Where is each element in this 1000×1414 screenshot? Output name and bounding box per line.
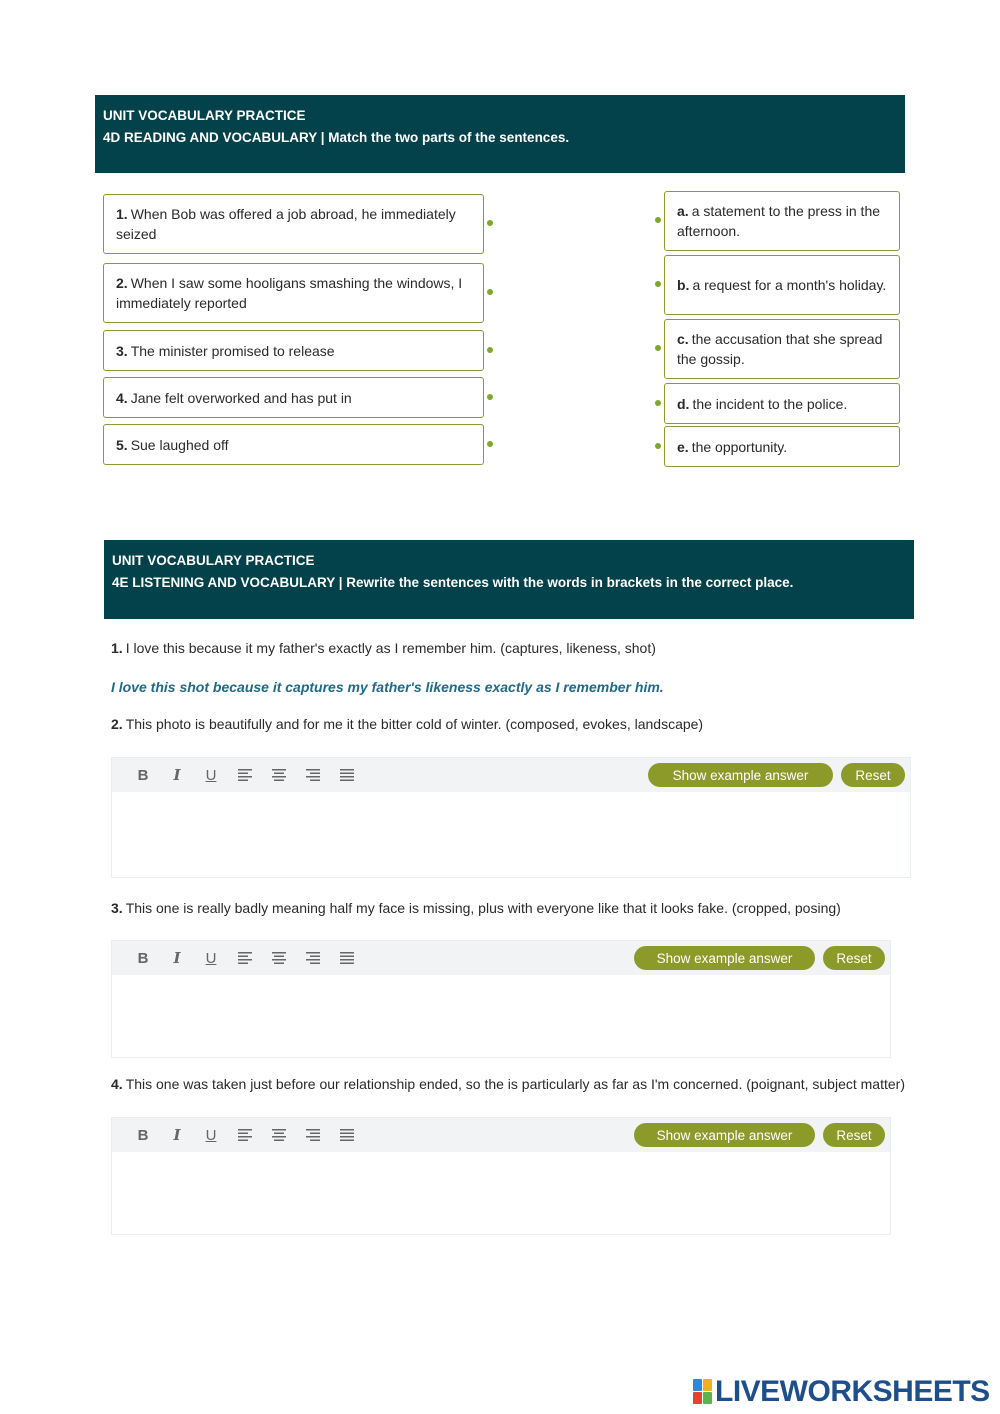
align-center-icon [271,768,287,782]
match-right-a-content: a. a statement to the press in the afternoon. [677,203,881,239]
underline-button[interactable]: U [205,949,217,967]
align-justify-button[interactable] [330,758,364,792]
align-left-button[interactable] [228,758,262,792]
question-1-example-answer: I love this shot because it captures my father's likeness exactly as I remember him. [111,679,664,695]
editor-toolbar-3 [112,941,890,975]
align-center-icon [271,1128,287,1142]
match-right-c[interactable] [664,319,900,379]
reset-button[interactable]: Reset [823,946,885,970]
underline-button[interactable]: U [205,766,217,784]
answer-editor-4 [111,1117,891,1235]
match-left-1-dot[interactable] [487,220,493,226]
section1-banner-instruction: 4D READING AND VOCABULARY | Match the two parts of the sentences. [103,130,570,145]
match-right-b-dot[interactable] [655,281,661,287]
answer-input-4[interactable] [112,1152,890,1235]
match-right-c-dot[interactable] [655,345,661,351]
match-left-5[interactable] [103,424,484,465]
question-4-text: This one was taken just before our relationship ended, so the is particularly as far as I'm concerned. (poignant, subject matter) [125,1076,905,1092]
match-left-2[interactable] [103,263,484,323]
match-right-e[interactable] [664,426,900,467]
question-1-number: 1. [111,640,123,656]
question-2-number: 2. [111,716,123,732]
align-center-button[interactable] [262,941,296,975]
match-left-3-content: 3. The minister promised to release [116,342,335,359]
bold-button[interactable]: B [137,1126,149,1144]
align-right-icon [305,768,321,782]
question-3-text: This one is really badly meaning half my face is missing, plus with everyone like that it looks fake. (cropped, posing) [125,900,841,916]
answer-editor-3 [111,940,891,1058]
answer-input-3[interactable] [112,975,890,1058]
match-right-d-dot[interactable] [655,400,661,406]
match-right-a[interactable] [664,191,900,251]
section1-banner-title: UNIT VOCABULARY PRACTICE [103,108,306,123]
match-left-4[interactable] [103,377,484,418]
match-right-c-content: c. the accusation that she spread the gossip. [677,331,883,367]
italic-button[interactable]: I [173,766,181,784]
question-2-text: This photo is beautifully and for me it the bitter cold of winter. (composed, evokes, landscape) [125,716,704,732]
reset-button[interactable]: Reset [841,763,905,787]
align-justify-button[interactable] [330,941,364,975]
align-left-button[interactable] [228,941,262,975]
show-example-answer-button[interactable]: Show example answer [634,1123,815,1147]
section2-banner-title: UNIT VOCABULARY PRACTICE [112,553,315,568]
match-left-3-dot[interactable] [487,347,493,353]
question-1-text: I love this because it my father's exactly as I remember him. (captures, likeness, shot) [125,640,656,656]
reset-button[interactable]: Reset [823,1123,885,1147]
question-2 [111,716,703,732]
align-justify-icon [339,951,355,965]
align-left-icon [237,1128,253,1142]
align-justify-button[interactable] [330,1118,364,1152]
show-example-answer-button[interactable]: Show example answer [648,763,833,787]
show-example-answer-button[interactable]: Show example answer [634,946,815,970]
logo-text: LIVEWORKSHEETS [715,1375,990,1408]
match-right-a-dot[interactable] [655,217,661,223]
section1-banner [95,95,905,173]
bold-button[interactable]: B [137,949,149,967]
question-3-number: 3. [111,900,123,916]
liveworksheets-logo [693,1375,990,1409]
match-left-2-dot[interactable] [487,289,493,295]
align-left-icon [237,768,253,782]
align-center-icon [271,951,287,965]
logo-mark-icon [693,1379,713,1405]
match-left-4-content: 4. Jane felt overworked and has put in [116,389,352,406]
italic-button[interactable]: I [173,1126,181,1144]
align-right-button[interactable] [296,758,330,792]
align-right-button[interactable] [296,941,330,975]
align-justify-icon [339,1128,355,1142]
align-justify-icon [339,768,355,782]
match-left-4-dot[interactable] [487,394,493,400]
underline-button[interactable]: U [205,1126,217,1144]
align-center-button[interactable] [262,758,296,792]
align-right-icon [305,1128,321,1142]
align-center-button[interactable] [262,1118,296,1152]
bold-button[interactable]: B [137,766,149,784]
match-left-1-content: 1. When Bob was offered a job abroad, he immediately seized [116,206,456,242]
answer-input-2[interactable] [112,792,910,878]
match-left-2-content: 2. When I saw some hooligans smashing the windows, I immediately reported [116,275,463,311]
question-3 [111,900,841,916]
editor-toolbar-2 [112,758,910,792]
question-4 [111,1076,905,1092]
answer-editor-2 [111,757,911,878]
align-right-button[interactable] [296,1118,330,1152]
match-right-d[interactable] [664,383,900,424]
match-right-d-content: d. the incident to the police. [677,395,848,412]
align-left-button[interactable] [228,1118,262,1152]
italic-button[interactable]: I [173,949,181,967]
match-right-e-dot[interactable] [655,443,661,449]
match-right-b[interactable] [664,255,900,315]
align-left-icon [237,951,253,965]
match-right-e-content: e. the opportunity. [677,438,788,455]
match-right-b-content: b. a request for a month's holiday. [677,277,887,293]
question-1 [111,640,656,656]
match-left-5-content: 5. Sue laughed off [116,436,229,453]
align-right-icon [305,951,321,965]
match-left-3[interactable] [103,330,484,371]
match-left-1[interactable] [103,194,484,254]
editor-toolbar-4 [112,1118,890,1152]
match-left-5-dot[interactable] [487,441,493,447]
section2-banner [104,540,914,619]
section2-banner-instruction: 4E LISTENING AND VOCABULARY | Rewrite the sentences with the words in brackets in the correct place. [112,575,794,590]
question-4-number: 4. [111,1076,123,1092]
